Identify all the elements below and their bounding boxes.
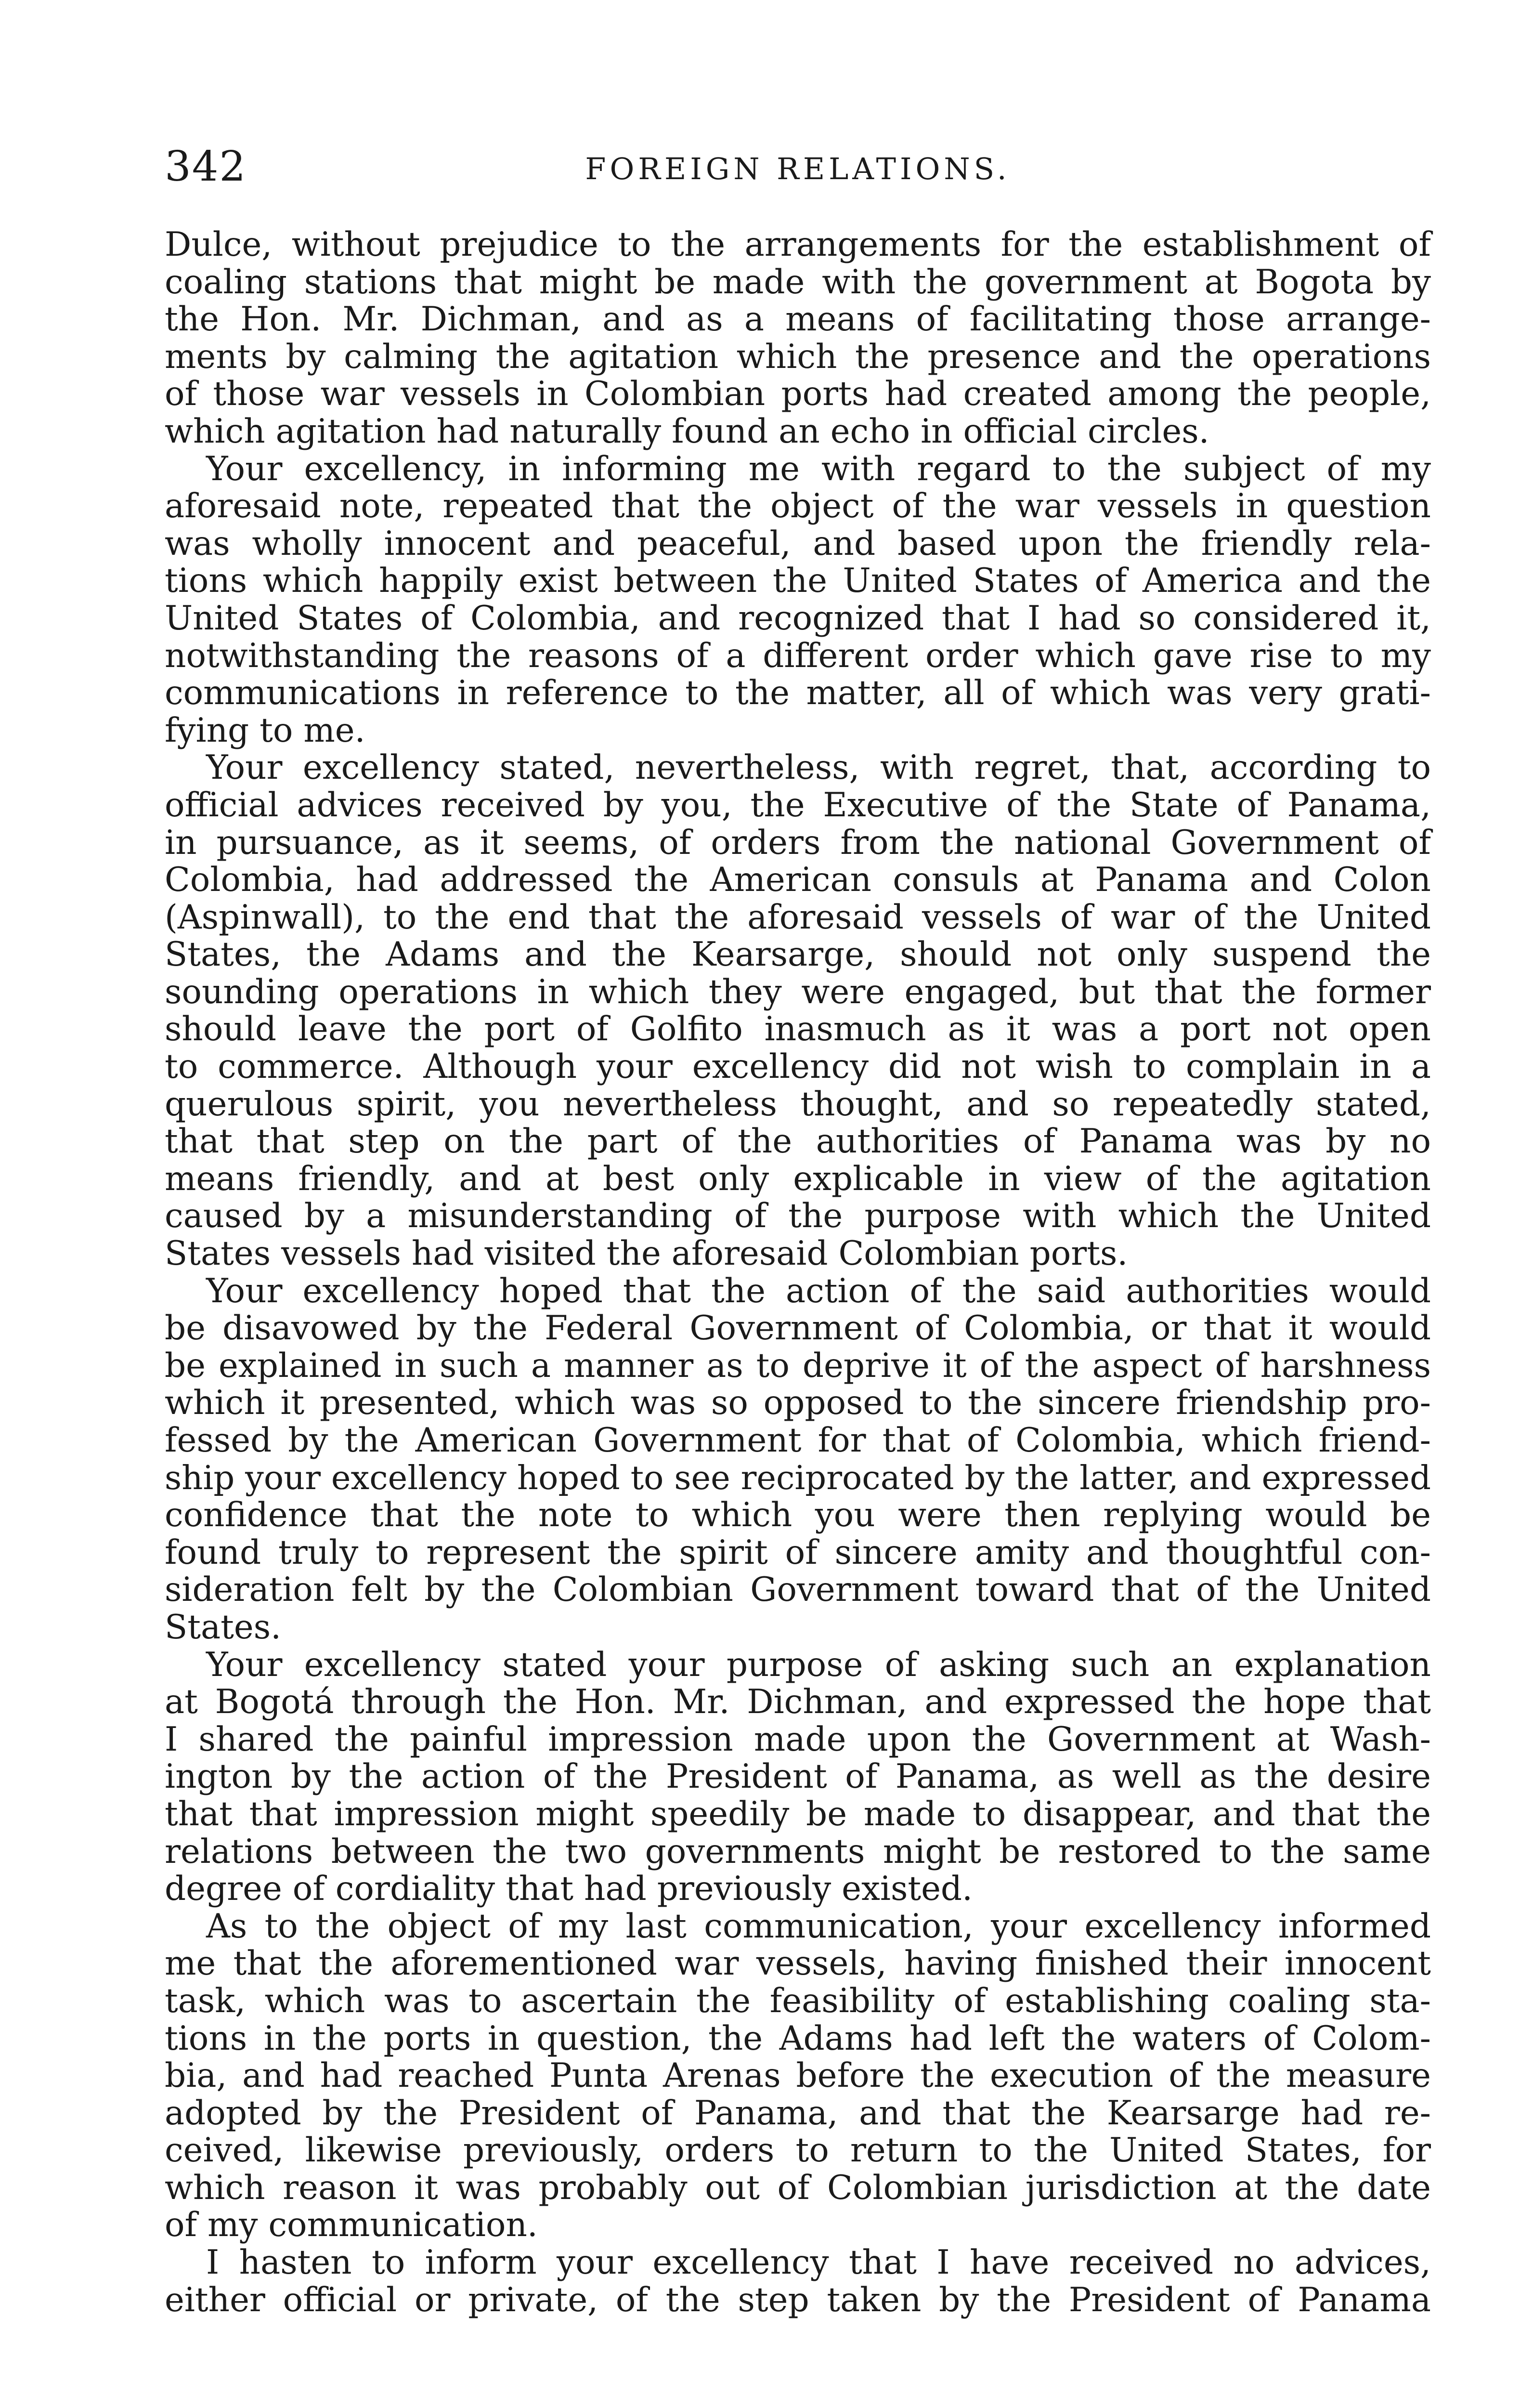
text-line: Colombia, had addressed the American consuls at Panama and Colon	[165, 861, 1431, 900]
text-line: Your excellency, in informing me with regard to the subject of my	[206, 449, 1431, 488]
text-line: United States of Colombia, and recognized that I had so considered it,	[165, 599, 1431, 638]
text-line: notwithstanding the reasons of a different order which gave rise to my	[165, 636, 1431, 675]
text-line: which reason it was probably out of Colombian jurisdiction at the date	[165, 2168, 1431, 2207]
text-line: adopted by the President of Panama, and that the Kearsarge had re-	[165, 2094, 1431, 2133]
text-line: official advices received by you, the Executive of the State of Panama,	[165, 785, 1431, 824]
text-line: sounding operations in which they were engaged, but that the former	[165, 972, 1431, 1011]
text-line: found truly to represent the spirit of sincere amity and thoughtful con-	[165, 1533, 1431, 1572]
text-line: in pursuance, as it seems, of orders from the national Government of	[165, 823, 1431, 862]
text-line: the Hon. Mr. Dichman, and as a means of facilitating those arrange-	[165, 300, 1431, 339]
paragraph	[165, 749, 1431, 1272]
text-line: confidence that the note to which you were then replying would be	[165, 1496, 1431, 1535]
text-line: As to the object of my last communication, your excellency informed	[206, 1907, 1431, 1946]
text-line: be explained in such a manner as to deprive it of the aspect of harshness	[165, 1346, 1431, 1385]
text-line: to commerce. Although your excellency did not wish to complain in a	[165, 1047, 1431, 1086]
text-line: communications in reference to the matter, all of which was very grati-	[165, 674, 1431, 713]
text-line: be disavowed by the Federal Government of Colombia, or that it would	[165, 1309, 1431, 1348]
text-line: of those war vessels in Colombian ports had created among the people,	[165, 375, 1431, 414]
text-line: either official or private, of the step taken by the President of Panama	[165, 2280, 1431, 2319]
text-line: Dulce, without prejudice to the arrangements for the establishment of	[165, 225, 1431, 264]
text-line: I shared the painful impression made upon the Government at Wash-	[165, 1720, 1431, 1759]
text-line: which agitation had naturally found an echo in official circles.	[165, 412, 1209, 451]
text-line: ceived, likewise previously, orders to return to the United States, for	[165, 2131, 1431, 2170]
text-line: relations between the two governments might be restored to the same	[165, 1832, 1431, 1871]
text-line: ington by the action of the President of Panama, as well as the desire	[165, 1757, 1431, 1796]
paragraph	[165, 451, 1431, 750]
text-line: degree of cordiality that had previously existed.	[165, 1870, 973, 1909]
text-line: ship your excellency hoped to see reciprocated by the latter, and expressed	[165, 1458, 1431, 1497]
text-line: I hasten to inform your excellency that I have received no advices,	[206, 2243, 1431, 2282]
text-line: States.	[165, 1608, 282, 1647]
paragraph	[165, 1647, 1431, 1908]
text-line: States vessels had visited the aforesaid Colombian ports.	[165, 1234, 1128, 1273]
text-line: Your excellency stated, nevertheless, with regret, that, according to	[206, 748, 1431, 787]
paragraph	[165, 1273, 1431, 1647]
running-title: FOREIGN RELATIONS.	[585, 151, 1011, 186]
text-line: bia, and had reached Punta Arenas before the execution of the measure	[165, 2056, 1431, 2095]
text-line: States, the Adams and the Kearsarge, should not only suspend the	[165, 935, 1431, 974]
text-line: coaling stations that might be made with the government at Bogota by	[165, 262, 1431, 301]
text-line: sideration felt by the Colombian Government toward that of the United	[165, 1570, 1431, 1610]
text-line: should leave the port of Golfito inasmuch as it was a port not open	[165, 1010, 1431, 1049]
text-line: aforesaid note, repeated that the object of the war vessels in question	[165, 487, 1431, 526]
paragraph	[165, 1908, 1431, 2244]
text-line: that that step on the part of the authorities of Panama was by no	[165, 1122, 1431, 1161]
text-line: caused by a misunderstanding of the purpose with which the United	[165, 1197, 1431, 1236]
text-line: ments by calming the agitation which the presence and the operations	[165, 337, 1431, 376]
text-line: Your excellency stated your purpose of asking such an explanation	[206, 1645, 1431, 1684]
body-text	[165, 226, 1431, 2319]
text-line: querulous spirit, you nevertheless thought, and so repeatedly stated,	[165, 1085, 1431, 1124]
text-line: fying to me.	[165, 711, 365, 750]
page-header	[165, 143, 1431, 196]
text-line: task, which was to ascertain the feasibility of establishing coaling sta-	[165, 1981, 1431, 2020]
page-number: 342	[165, 143, 247, 191]
paragraph	[165, 226, 1431, 451]
text-line: that that impression might speedily be made to disappear, and that the	[165, 1794, 1431, 1833]
text-line: me that the aforementioned war vessels, having finished their innocent	[165, 1944, 1431, 1983]
text-line: at Bogotá through the Hon. Mr. Dichman, and expressed the hope that	[165, 1683, 1431, 1722]
text-line: of my communication.	[165, 2206, 538, 2245]
text-line: was wholly innocent and peaceful, and based upon the friendly rela-	[165, 524, 1431, 563]
text-line: tions which happily exist between the United States of America and the	[165, 562, 1431, 601]
text-line: which it presented, which was so opposed to the sincere friendship pro-	[165, 1384, 1431, 1423]
paragraph	[165, 2244, 1431, 2319]
text-line: fessed by the American Government for that of Colombia, which friend-	[165, 1421, 1431, 1460]
text-line: Your excellency hoped that the action of the said authorities would	[206, 1271, 1431, 1310]
text-line: tions in the ports in question, the Adams had left the waters of Colom-	[165, 2019, 1431, 2058]
text-line: (Aspinwall), to the end that the aforesaid vessels of war of the United	[165, 898, 1431, 937]
text-line: means friendly, and at best only explicable in view of the agitation	[165, 1159, 1431, 1198]
